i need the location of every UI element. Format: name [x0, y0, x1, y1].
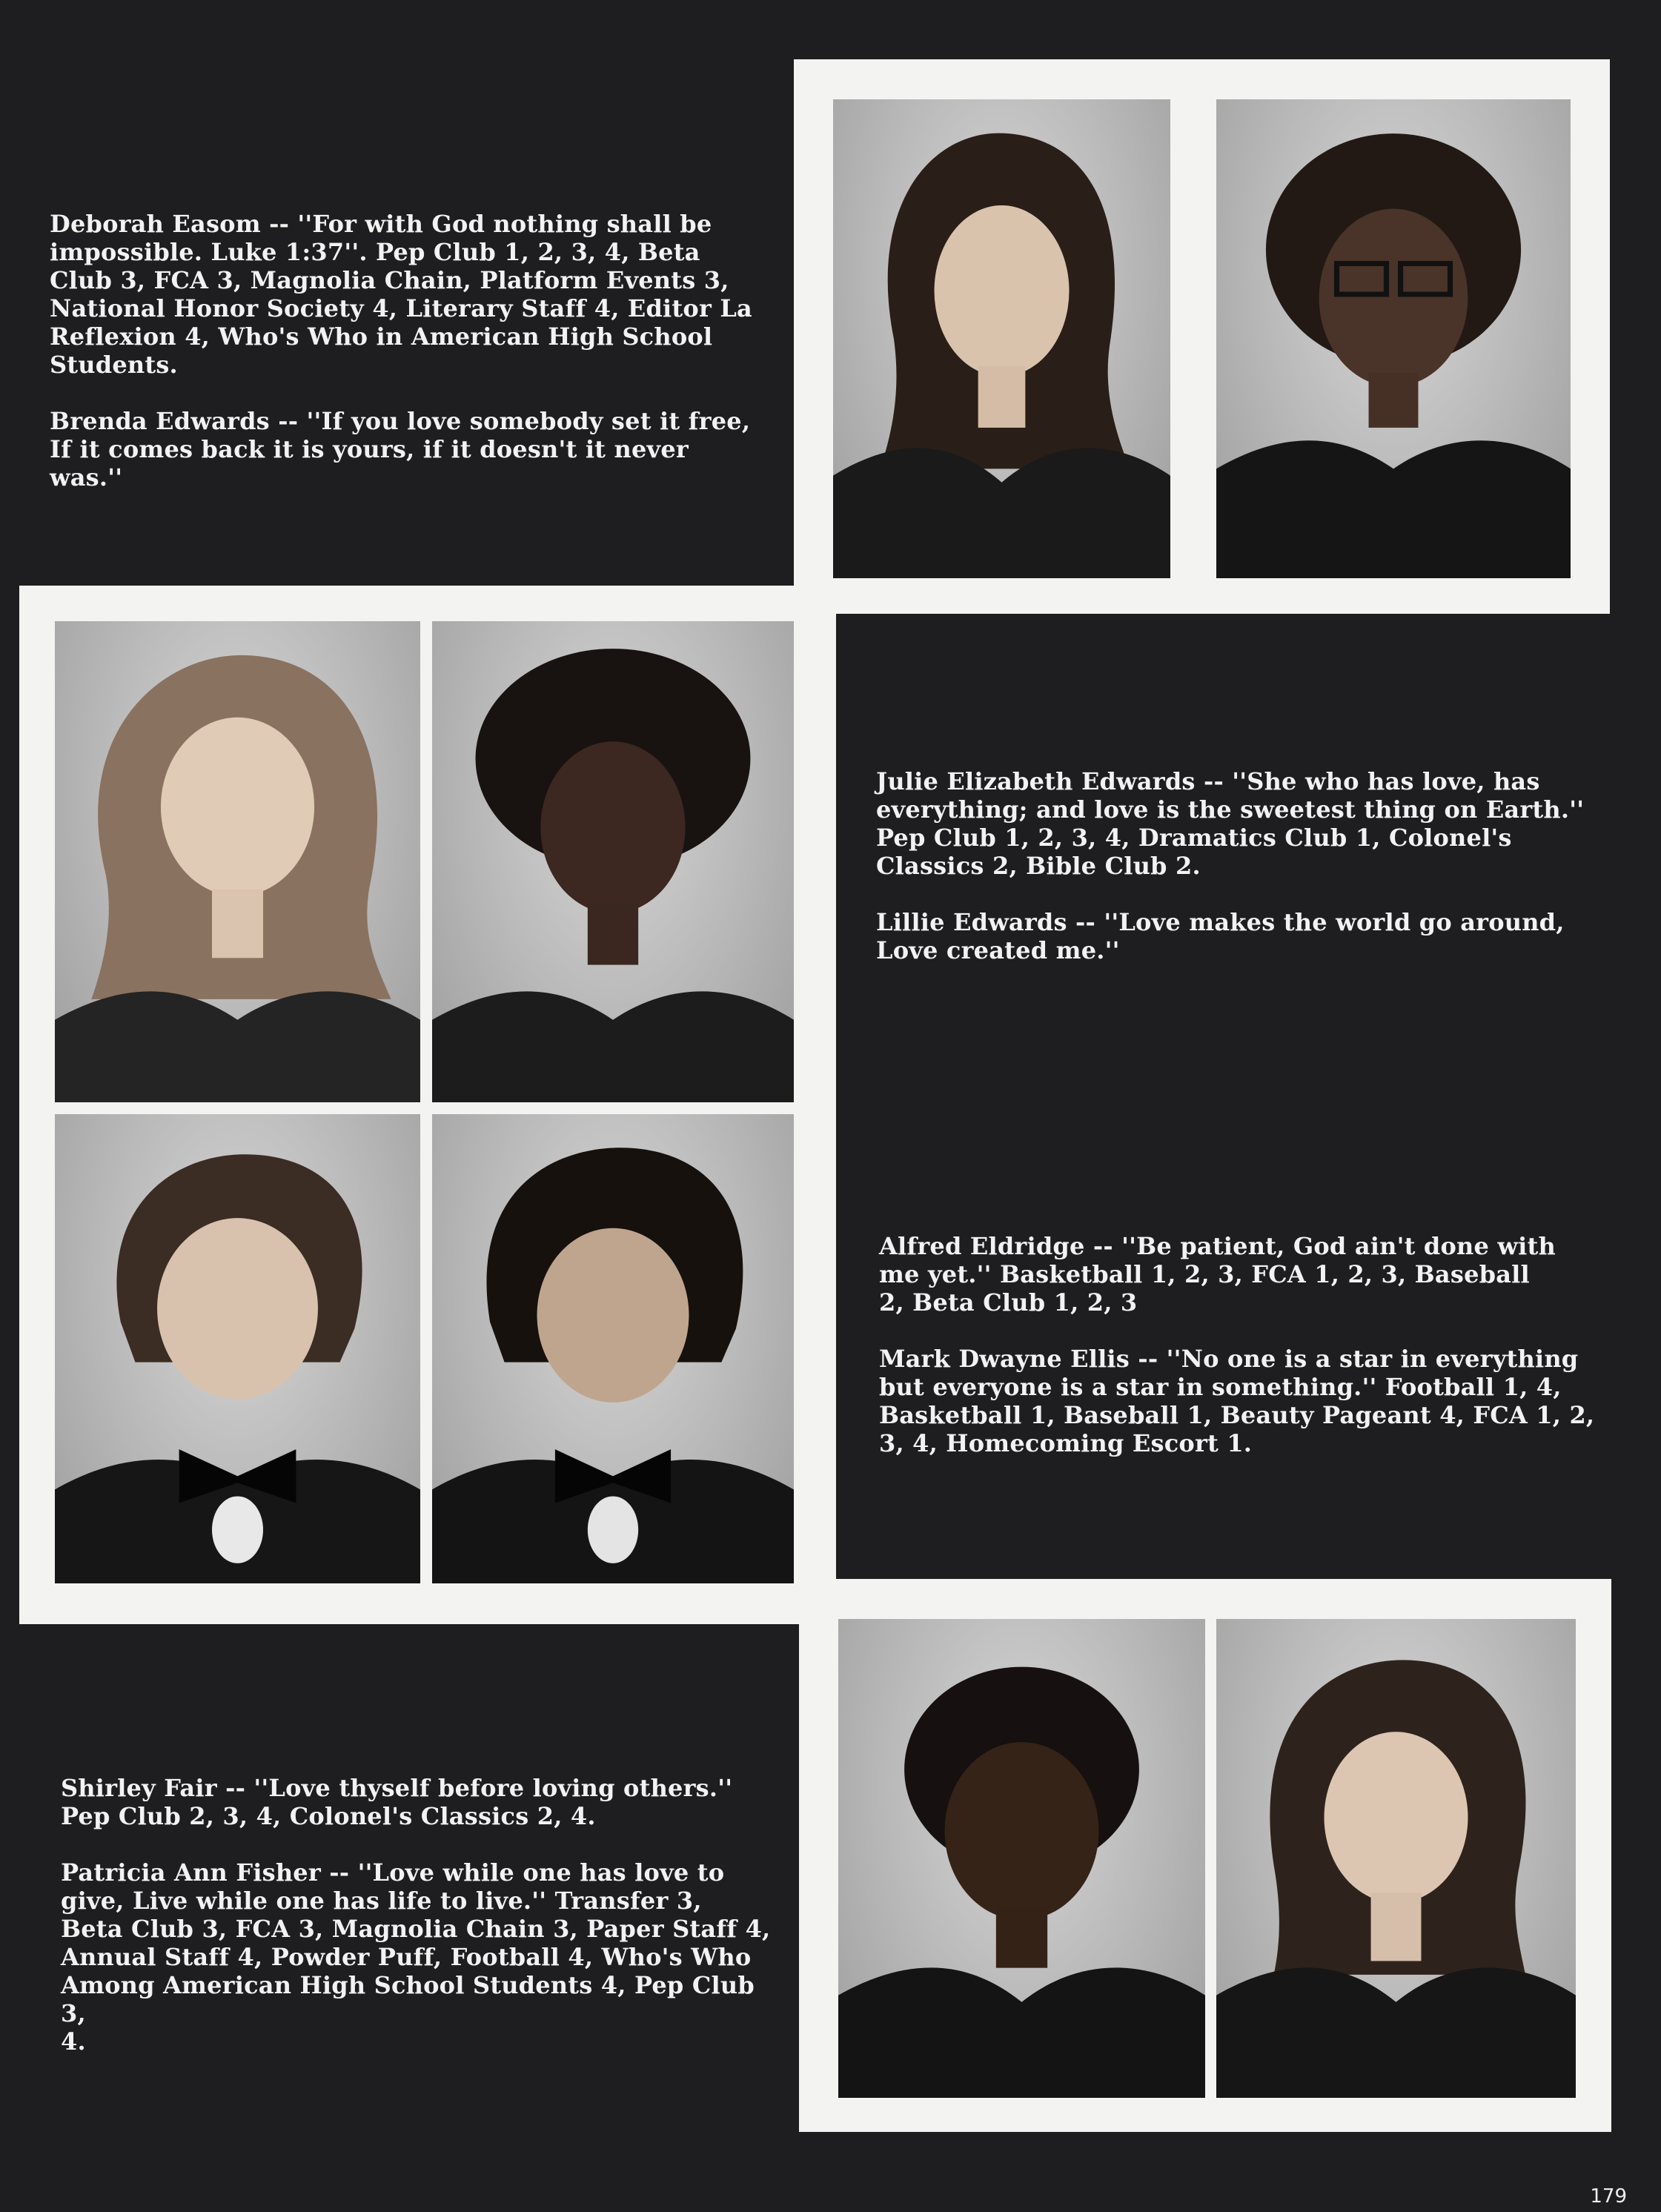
- bio-lillie-edwards: Lillie Edwards -- ''Love makes the world go around, Love created me.'': [876, 908, 1565, 964]
- portrait-photo-shirley-fair: [838, 1619, 1205, 2098]
- bio-deborah-easom: Deborah Easom -- ''For with God nothing shall be impossible. Luke 1:37''. Pep Club 1, 2, 3, 4, Beta Club 3, FCA 3, Magnolia Chain, Platform Events 3, National Honor Society 4, Literary Staff 4, Editor La Reflexion 4, Who's Who in American High School Students.: [50, 210, 752, 379]
- portrait-photo-patricia-fisher: [1216, 1619, 1576, 2098]
- portrait-photo-icon: [833, 99, 1170, 578]
- portrait-photo-icon: [55, 621, 420, 1102]
- portrait-photo-icon: [432, 1114, 794, 1583]
- bio-shirley-fair: Shirley Fair -- ''Love thyself before loving others.'' Pep Club 2, 3, 4, Colonel's Classics 2, 4.: [61, 1774, 733, 1830]
- bio-text-middle-right-lower: [879, 1232, 1620, 1486]
- portrait-photo-icon: [1216, 99, 1571, 578]
- portrait-photo-lillie-edwards: [432, 621, 794, 1102]
- bio-text-middle-right-upper: [876, 767, 1617, 993]
- portrait-photo-deborah-easom: [833, 99, 1170, 578]
- bio-mark-dwayne-ellis: Mark Dwayne Ellis -- ''No one is a star in everything but everyone is a star in something.'' Football 1, 4, Basketball 1, Baseball 1, Beauty Pageant 4, FCA 1, 2, 3, 4, Homecoming Escort 1.: [879, 1345, 1595, 1457]
- bio-text-top-left: [50, 210, 761, 520]
- page-number: 179: [1590, 2185, 1627, 2208]
- portrait-photo-icon: [432, 621, 794, 1102]
- portrait-photo-alfred-eldridge: [55, 1114, 420, 1583]
- portrait-photo-icon: [1216, 1619, 1576, 2098]
- portrait-photo-julie-edwards: [55, 621, 420, 1102]
- portrait-photo-icon: [55, 1114, 420, 1583]
- bio-brenda-edwards: Brenda Edwards -- ''If you love somebody set it free, If it comes back it is yours, if it doesn't it never was.'': [50, 407, 751, 491]
- bio-patricia-ann-fisher: Patricia Ann Fisher -- ''Love while one has love to give, Live while one has life to live.'' Transfer 3, Beta Club 3, FCA 3, Magnolia Chain 3, Paper Staff 4, Annual Staff 4, Powder Puff, Football 4, Who's Who Among American High School Students 4, Pep Club 3, 4.: [61, 1858, 771, 2056]
- bio-alfred-eldridge: Alfred Eldridge -- ''Be patient, God ain't done with me yet.'' Basketball 1, 2, 3, FCA 1, 2, 3, Baseball 2, Beta Club 1, 2, 3: [879, 1232, 1556, 1317]
- bio-text-bottom-left: [61, 1774, 772, 2084]
- portrait-photo-brenda-edwards: [1216, 99, 1571, 578]
- portrait-photo-mark-ellis: [432, 1114, 794, 1583]
- bio-julie-elizabeth-edwards: Julie Elizabeth Edwards -- ''She who has love, has everything; and love is the sweetest thing on Earth.'' Pep Club 1, 2, 3, 4, Dramatics Club 1, Colonel's Classics 2, Bible Club 2.: [876, 767, 1585, 880]
- portrait-photo-icon: [838, 1619, 1205, 2098]
